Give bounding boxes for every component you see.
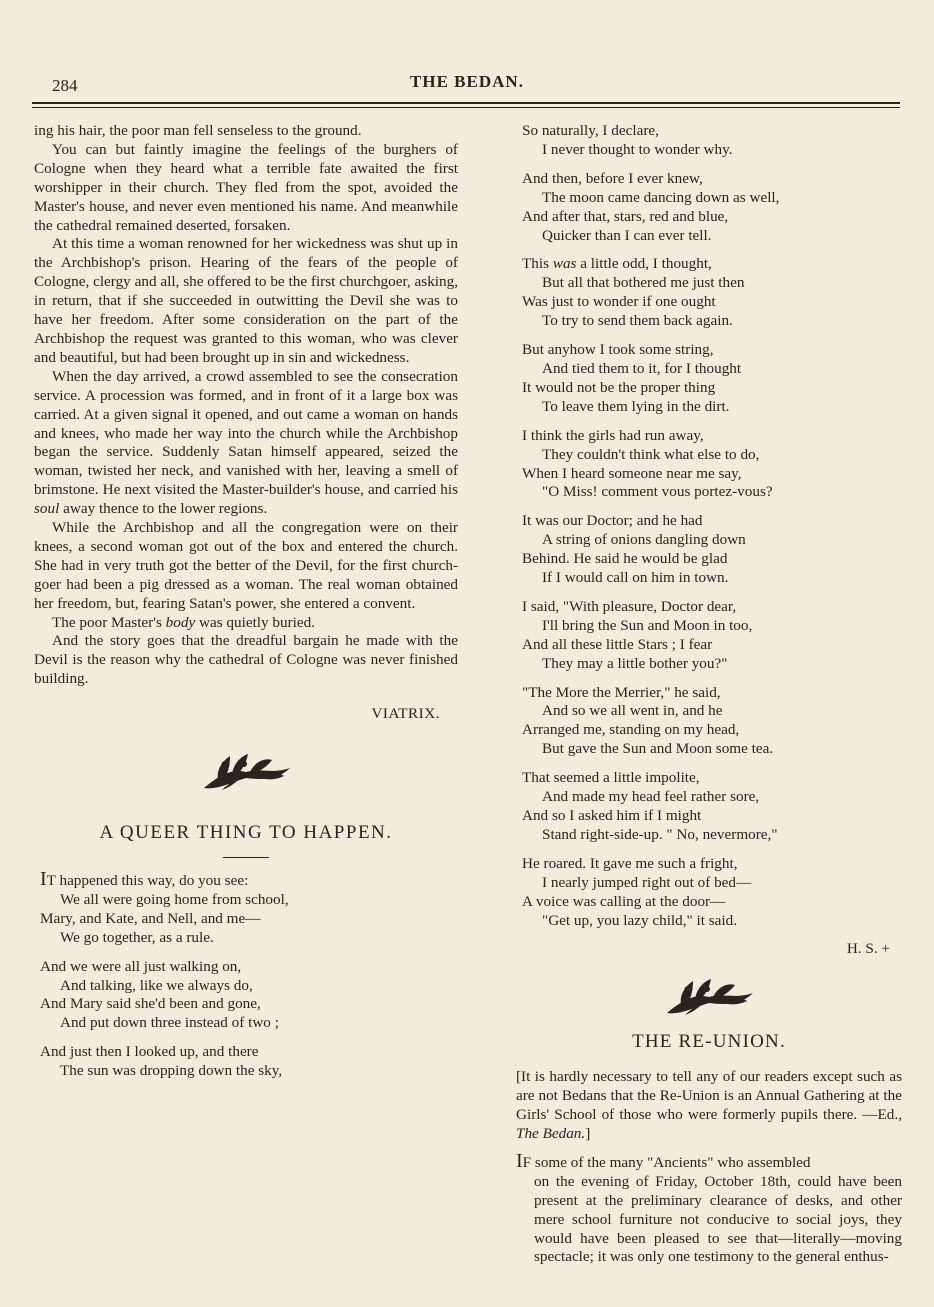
stanza: This was a little odd, I thought, But all that bothered me just then Was just to wonder if one ought To try to send them back again. — [522, 255, 745, 330]
paragraph: The poor Master's body was quietly buried. — [52, 613, 315, 631]
article-body — [516, 1149, 902, 1267]
stanza: I said, "With pleasure, Doctor dear, I'll bring the Sun and Moon in too, And all these little Stars ; I fear They may a little bother you?" — [522, 597, 753, 672]
section-title: THE RE-UNION. — [632, 1031, 786, 1053]
header-rule — [32, 102, 900, 104]
drop-cap: I — [40, 868, 47, 890]
stanza: And then, before I ever knew, The moon came dancing down as well, And after that, stars, red and blue, Quicker than I can ever tell. — [522, 169, 780, 244]
paragraph: While the Archbishop and all the congregation were on their knees, a second woman got out of the box and entered the church. She had in very truth got the better of the Devil, for the first church-goer had been a pig dressed as a woman. The real woman obtained her freedom, but, fearing Satan's power, she entered a convent. — [34, 519, 458, 612]
paragraph: At this time a woman renowned for her wickedness was shut up in the Archbishop's prison. Hearing of the fears of the people of Cologne, clergy and all, she offered to be the first churchgoer, asking, in return, that if she succeeded in outwitting the Devil she was to have her freedom. After some consideration on the part of the Archbishop the request was granted to this woman, who was clever and beautiful, but had been brought up in sin and wickedness. — [34, 235, 458, 366]
stanza: It was our Doctor; and he had A string of onions dangling down Behind. He said he would be glad If I would call on him in town. — [522, 512, 746, 587]
paragraph: You can but faintly imagine the feelings of the burghers of Cologne when they heard what a terrible fate awaited the first worshipper in their church. They fled from the spot, avoided the Master's house, and never even mentioned his name. And meanwhile the cathedral remained deserted, forsaken. — [34, 140, 458, 234]
left-column — [34, 122, 458, 1091]
stanza: IT happened this way, do you see: We all were going home from school, Mary, and Kate, and Nell, and me— We go together, as a rule. — [40, 868, 289, 946]
header-rule-thin — [32, 107, 900, 108]
editorial-note: [It is hardly necessary to tell any of our readers except such as are not Bedans that the Re-Union is an Annual Gathering at the Girls' School of those who were formerly pupils there. —Ed., The Bedan.] — [516, 1068, 902, 1142]
paragraph: ing his hair, the poor man fell senseless to the ground. — [34, 122, 362, 139]
floral-ornament-icon — [198, 750, 294, 794]
page-number: 284 — [52, 76, 78, 95]
running-head: THE BEDAN. — [410, 72, 524, 91]
paragraph: on the evening of Friday, October 18th, could have been present at the preliminary clearance of desks, and other mere school furniture not conducive to social joys, they would have been pleased to see that—literally—moving spectacle; it was only one testimony to the general enthus- — [534, 1172, 902, 1266]
paragraph: IF some of the many "Ancients" who assembled — [516, 1149, 811, 1172]
stanza: That seemed a little impolite, And made my head feel rather sore, And so I asked him if I might Stand right-side-up. " No, nevermore," — [522, 769, 778, 843]
stanza: He roared. It gave me such a fright, I nearly jumped right out of bed— A voice was calling at the door— "Get up, you lazy child," it said. — [522, 854, 752, 929]
poem-title: A QUEER THING TO HAPPEN. — [99, 822, 393, 844]
paragraph: And the story goes that the dreadful bargain he made with the Devil is the reason why the cathedral of Cologne was never finished building. — [34, 632, 458, 688]
stanza: So naturally, I declare, I never thought to wonder why. — [522, 122, 733, 158]
author-signoff: H. S. + — [846, 940, 890, 958]
floral-ornament-icon — [661, 975, 757, 1019]
title-rule — [223, 857, 269, 858]
right-column — [516, 122, 902, 1267]
author-signoff: VIATRIX. — [371, 705, 440, 723]
stanza: I think the girls had run away, They couldn't think what else to do, When I heard someone near me say, "O Miss! comment vous portez-vous? — [522, 426, 773, 501]
stanza: "The More the Merrier," he said, And so we all went in, and he Arranged me, standing on my head, But gave the Sun and Moon some tea. — [522, 683, 774, 758]
stanza: And we were all just walking on, And talking, like we always do, And Mary said she'd been and gone, And put down three instead of two ; — [40, 957, 279, 1032]
stanza: And just then I looked up, and there The sun was dropping down the sky, — [40, 1043, 283, 1080]
paragraph: When the day arrived, a crowd assembled to see the consecration service. A procession was formed, and in front of it a large box was carried. At a given signal it opened, and out came a woman on hands and knees, who made her way into the church while the Archbishop began the service. Suddenly Satan himself appeared, seized the woman, twisted her neck, and vanished with her, leaving a smell of brimstone. He next visited the Master-builder's house, and carried his soul away thence to the lower regions. — [34, 367, 458, 518]
poem-continued — [522, 122, 902, 930]
poem — [40, 868, 458, 1081]
drop-cap: I — [516, 1149, 523, 1172]
stanza: But anyhow I took some string, And tied them to it, for I thought It would not be the proper thing To leave them lying in the dirt. — [522, 341, 742, 415]
